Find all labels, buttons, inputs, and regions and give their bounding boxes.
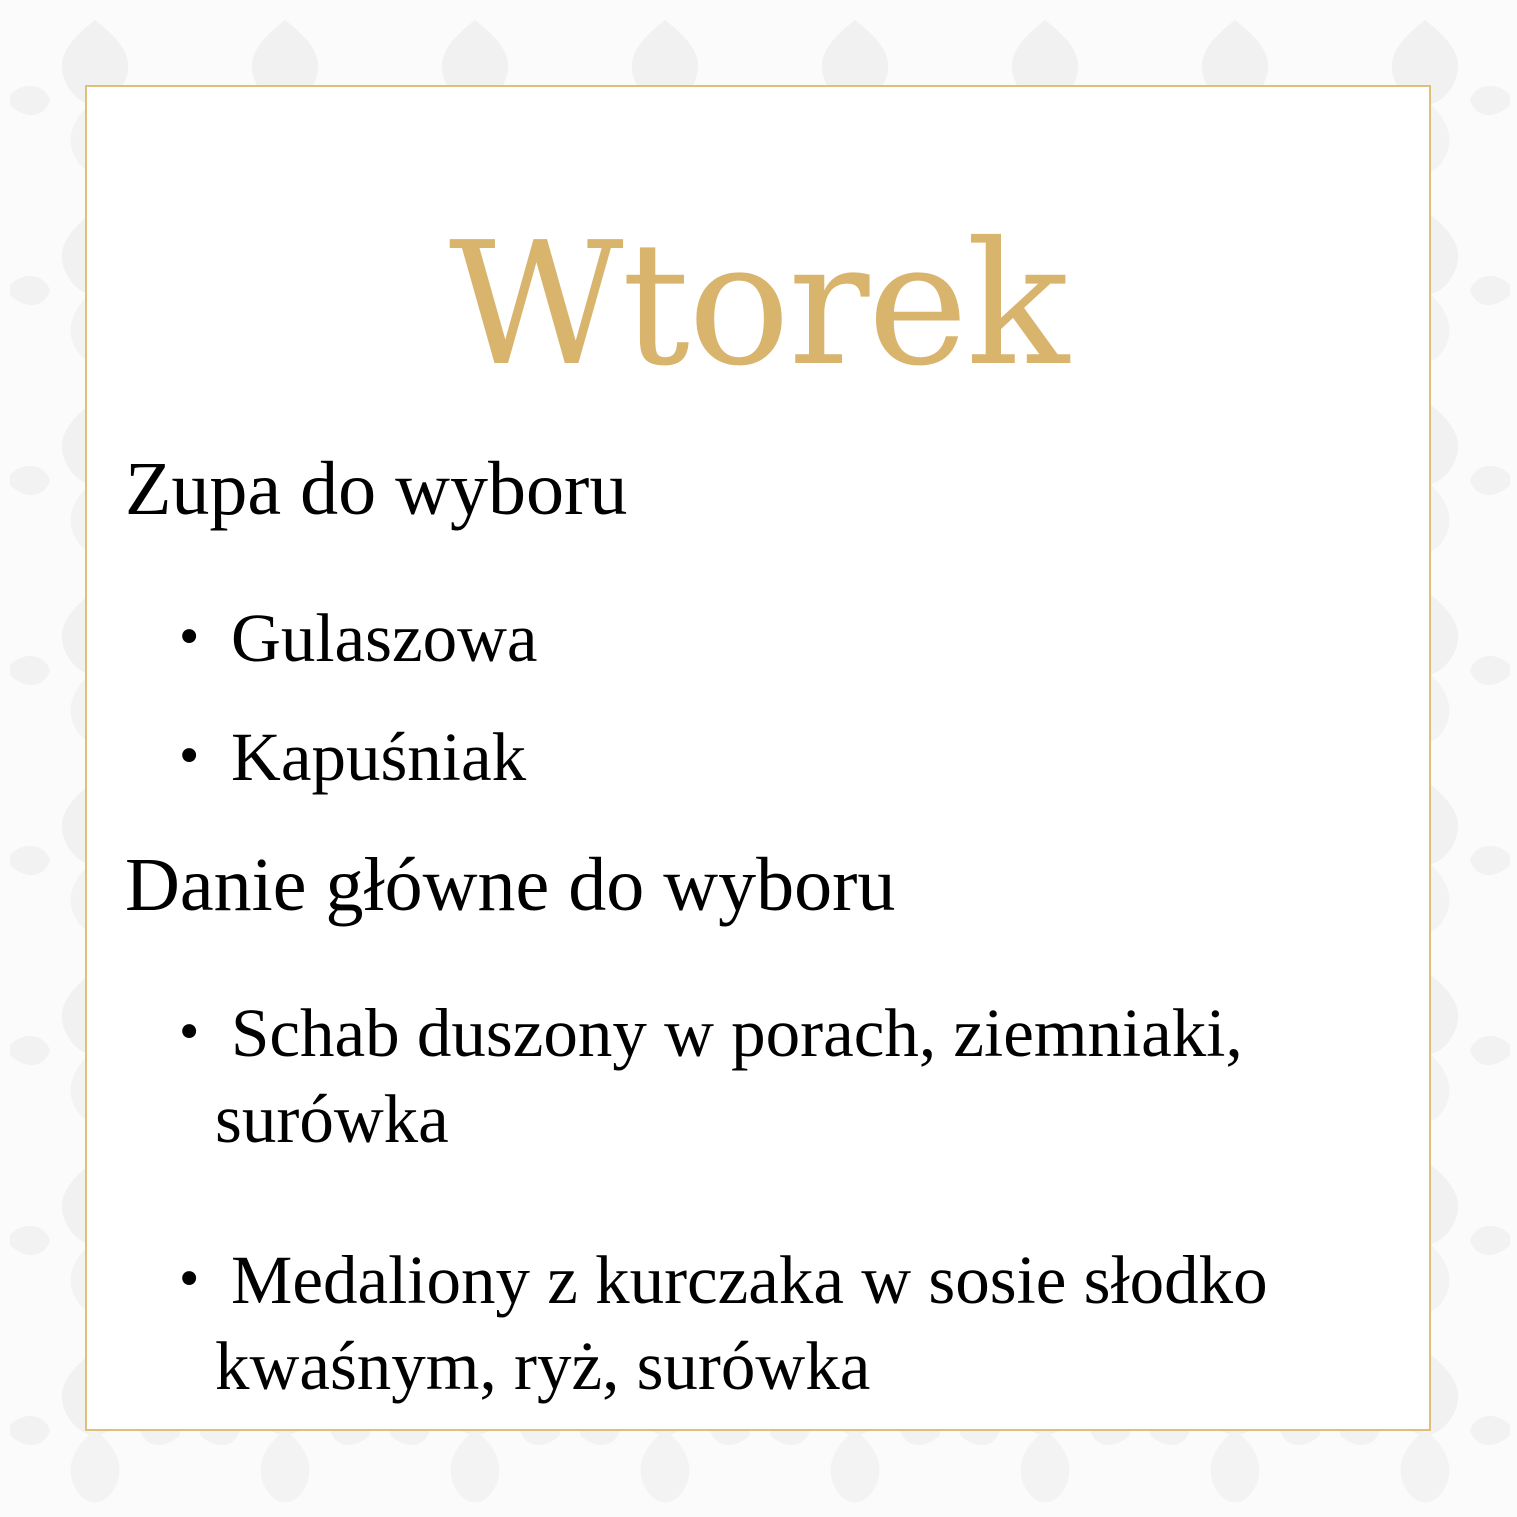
- bullet-icon: •: [175, 1252, 204, 1308]
- main-course-heading: Danie główne do wyboru: [125, 843, 896, 927]
- soup-item-label: Gulaszowa: [231, 600, 538, 676]
- main-item-label: Schab duszony w porach, ziemniaki, surówka: [215, 995, 1243, 1157]
- main-item-medaliony: [175, 1237, 1345, 1409]
- main-item-label: Medaliony z kurczaka w sosie słodko kwaśnym, ryż, surówka: [215, 1242, 1268, 1404]
- soup-item-label: Kapuśniak: [231, 719, 527, 795]
- bullet-icon: •: [175, 1005, 204, 1061]
- day-title: Wtorek: [448, 206, 1068, 404]
- soup-item-gulaszowa: [175, 595, 538, 681]
- menu-card: [85, 85, 1431, 1431]
- bullet-icon: •: [175, 729, 204, 785]
- main-item-schab: [175, 990, 1345, 1162]
- bullet-icon: •: [175, 610, 204, 666]
- soup-item-kapusniak: [175, 714, 526, 800]
- soup-heading: Zupa do wyboru: [125, 447, 628, 531]
